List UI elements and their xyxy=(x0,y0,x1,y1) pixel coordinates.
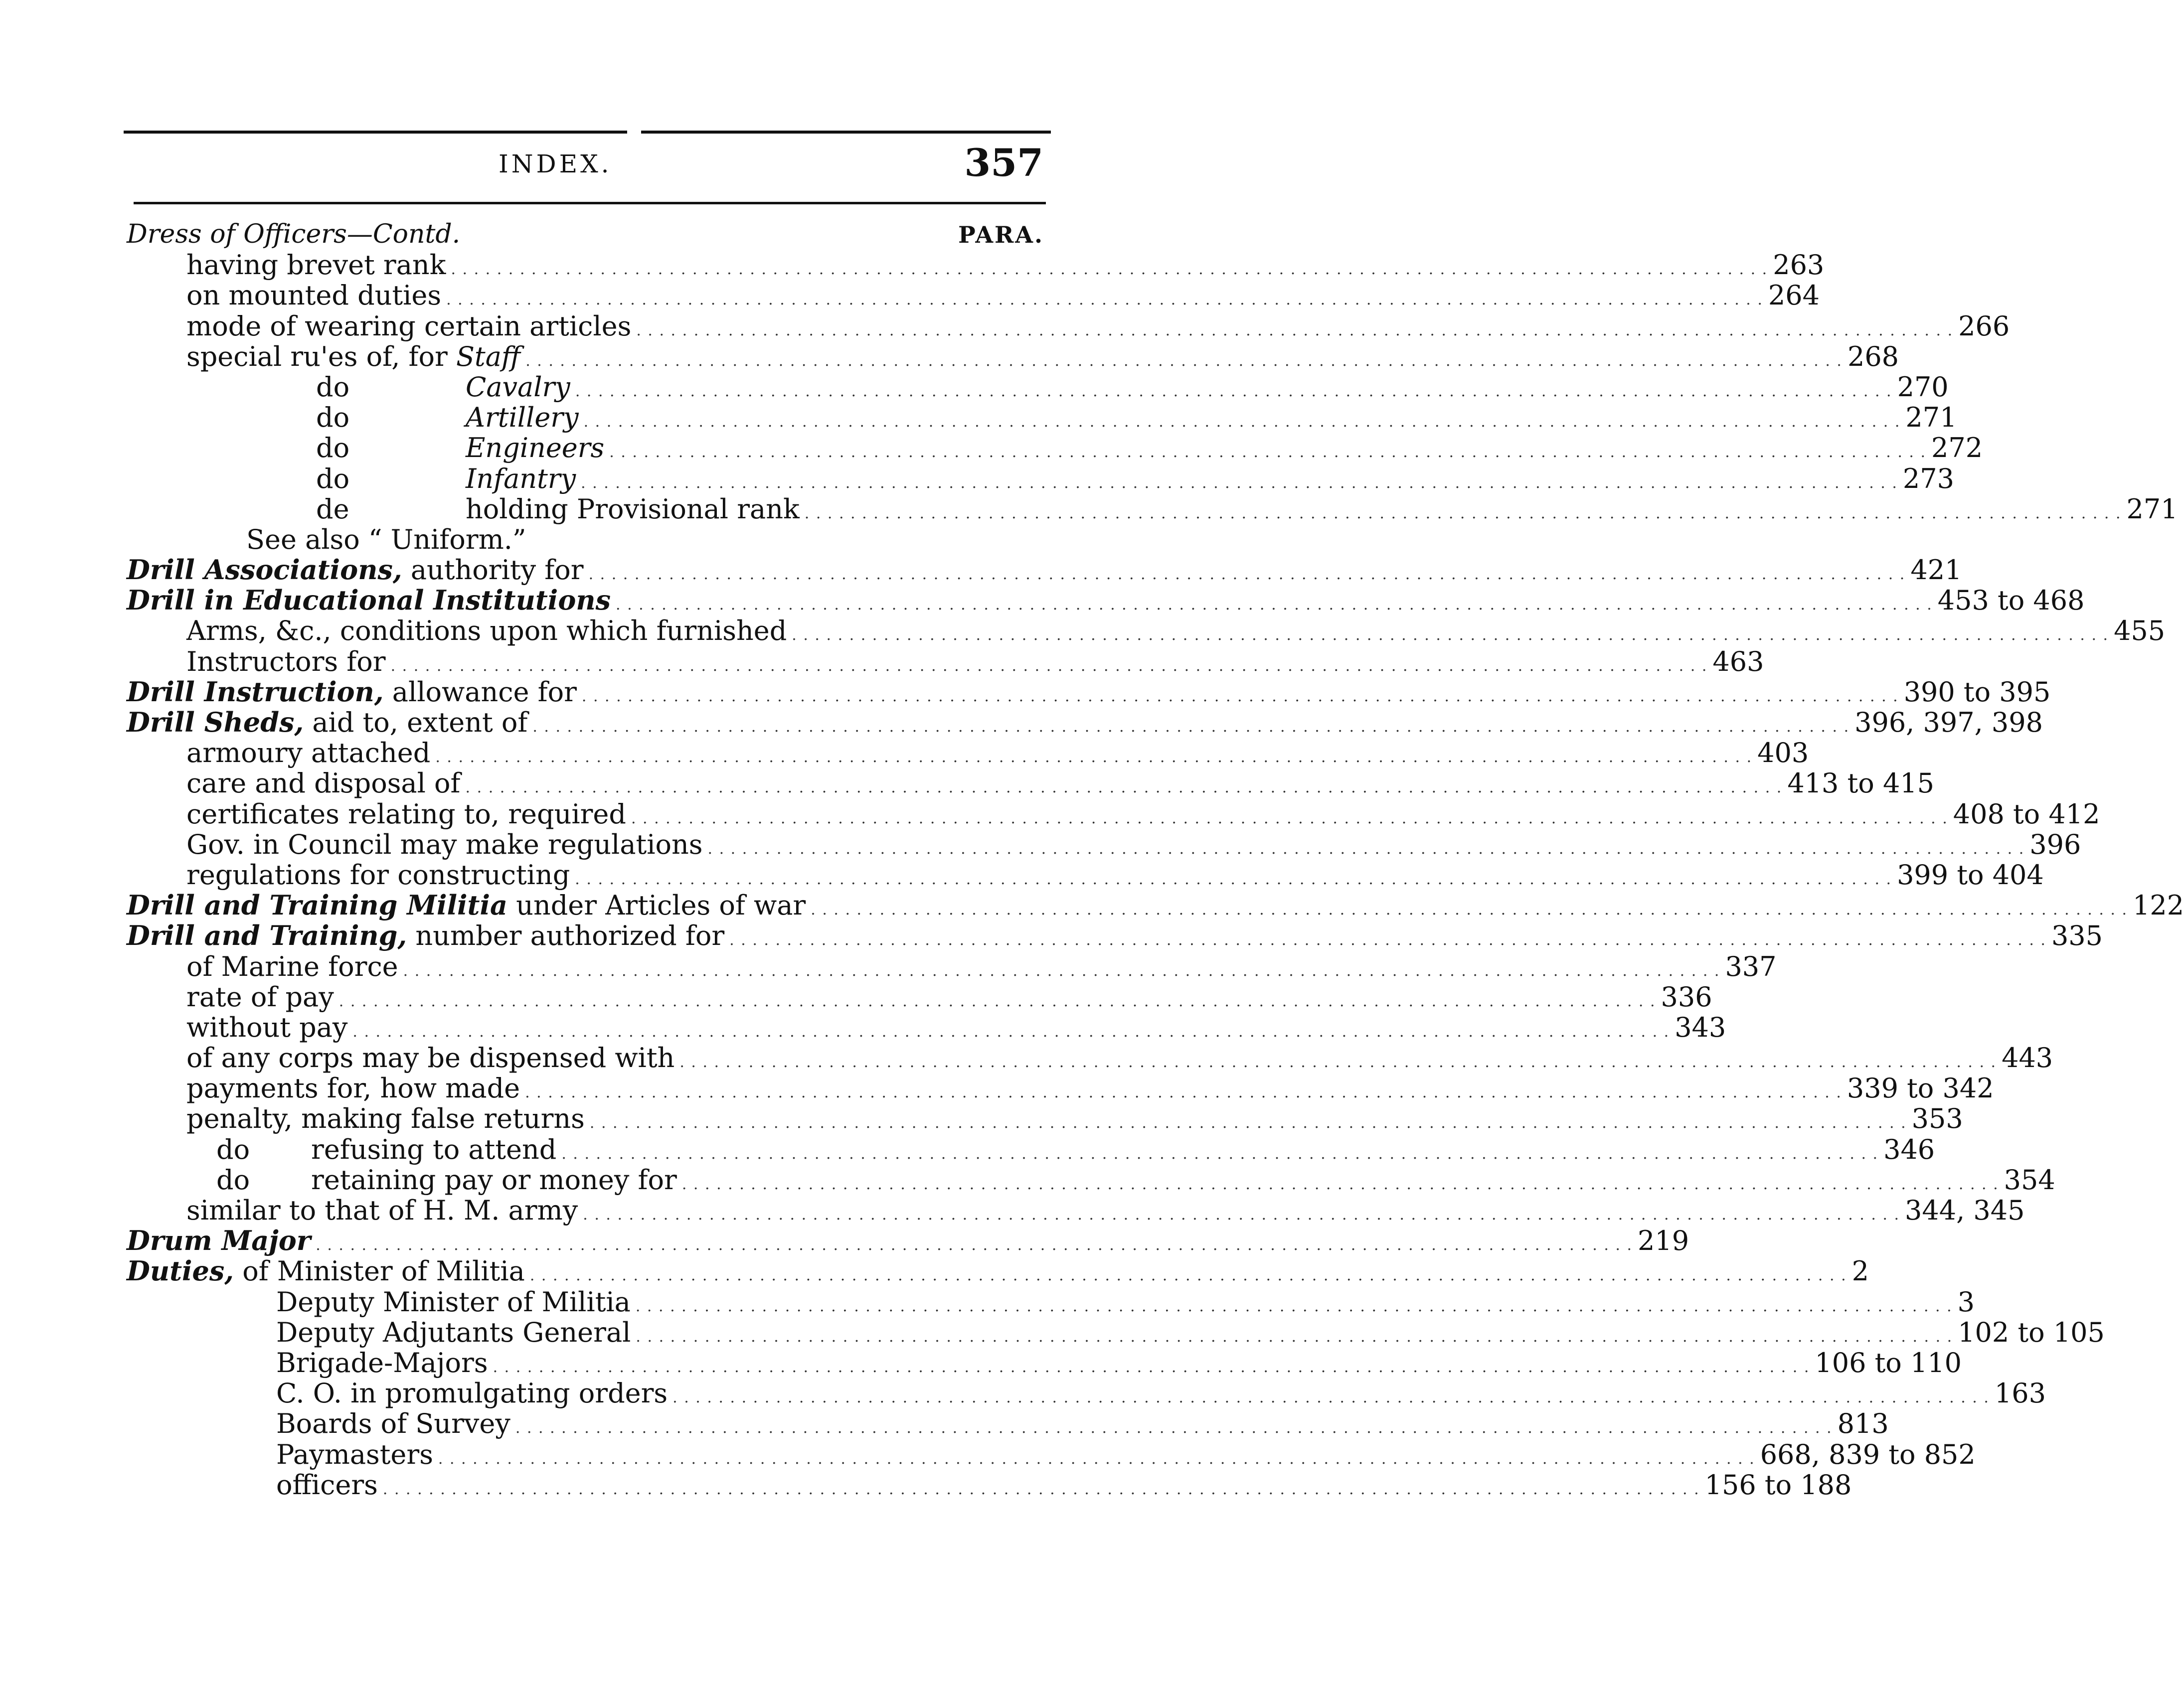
para-reference: 421 xyxy=(1910,554,1962,586)
index-entry xyxy=(127,859,2044,891)
entry-term: Drill in Educational Institutions xyxy=(127,584,611,616)
index-entries xyxy=(127,249,2184,1501)
index-entry xyxy=(127,280,1820,311)
entry-text: regulations for constructing xyxy=(186,859,570,891)
entry-text: allowance for xyxy=(383,676,577,708)
entry-subject: Artillery xyxy=(466,402,579,434)
ditto-mark: do xyxy=(316,432,350,464)
entry-term: Drum Major xyxy=(127,1225,311,1257)
entry-text: aid to, extent of xyxy=(304,707,528,738)
index-entry xyxy=(127,645,1764,677)
index-entry xyxy=(127,920,2103,952)
entry-subject: Infantry xyxy=(466,462,576,494)
para-reference: 264 xyxy=(1768,280,1820,311)
para-reference: 271 xyxy=(2126,493,2178,525)
ditto-mark: do xyxy=(216,1164,250,1196)
para-reference: 337 xyxy=(1725,950,1777,982)
dot-leader xyxy=(616,585,1933,620)
index-entry xyxy=(127,1408,1889,1440)
index-entry xyxy=(127,462,1954,494)
ditto-mark: do xyxy=(216,1133,250,1165)
para-reference: 106 to 110 xyxy=(1815,1347,1962,1379)
para-reference: 453 to 468 xyxy=(1937,585,2085,616)
dot-leader xyxy=(672,1378,1990,1413)
dot-leader xyxy=(679,1043,1997,1077)
para-reference: 455 xyxy=(2114,615,2166,647)
entry-text: care and disposal of xyxy=(186,768,461,799)
dot-leader xyxy=(729,921,2046,955)
dot-leader xyxy=(339,982,1656,1017)
para-reference: 346 xyxy=(1883,1133,1935,1165)
para-reference: 390 to 395 xyxy=(1903,676,2051,708)
heading-suffix: —Contd. xyxy=(346,219,461,249)
entry-term: Drill and Training Militia xyxy=(127,889,507,922)
dot-leader xyxy=(446,280,1763,315)
index-entry xyxy=(127,798,2100,830)
para-reference: 353 xyxy=(1911,1103,1963,1135)
para-reference: 396, 397, 398 xyxy=(1854,707,2043,738)
dot-leader xyxy=(636,311,1953,346)
entry-text: special ru'es of, for xyxy=(186,340,457,372)
entry-text: certificates relating to, required xyxy=(186,798,626,830)
para-reference: 354 xyxy=(2004,1164,2055,1196)
index-column-head xyxy=(127,219,1044,250)
para-reference: 396 xyxy=(2029,828,2081,860)
entry-text: mode of wearing certain articles xyxy=(186,310,632,342)
index-entry xyxy=(127,1133,1935,1165)
ditto-mark: do xyxy=(316,402,350,434)
index-entry xyxy=(127,768,1935,799)
dot-leader xyxy=(515,1408,1833,1443)
entry-text: payments for, how made xyxy=(186,1073,520,1104)
para-reference: 399 to 404 xyxy=(1897,859,2044,891)
index-entry xyxy=(127,310,2010,342)
entry-subject: Staff xyxy=(456,340,521,372)
entry-text: Deputy Minister of Militia xyxy=(276,1286,631,1318)
para-reference: 3 xyxy=(1957,1286,1975,1318)
dot-leader xyxy=(438,1439,1755,1474)
dot-leader xyxy=(583,1195,1900,1230)
index-entry xyxy=(127,1255,1869,1287)
para-reference: 271 xyxy=(1905,402,1957,434)
index-entry xyxy=(127,1286,1975,1318)
para-reference: 413 to 415 xyxy=(1787,768,1935,799)
para-reference: 403 xyxy=(1757,737,1809,769)
entry-term: Drill Sheds, xyxy=(127,706,304,738)
para-reference: 268 xyxy=(1847,340,1899,372)
index-entry xyxy=(127,889,2184,922)
index-entry xyxy=(127,1073,1994,1104)
index-entry xyxy=(127,1378,2046,1409)
entry-text: similar to that of H. M. army xyxy=(186,1195,578,1226)
para-reference: 408 to 412 xyxy=(1953,798,2100,830)
entry-text: rate of pay xyxy=(186,981,334,1013)
index-entry xyxy=(127,950,1777,982)
index-entry xyxy=(127,1011,1726,1043)
entry-text: penalty, making false returns xyxy=(186,1103,585,1135)
para-reference: 344, 345 xyxy=(1905,1195,2025,1226)
index-entry xyxy=(127,1164,2055,1196)
dot-leader xyxy=(792,615,2109,650)
para-reference: 266 xyxy=(1958,310,2010,342)
ditto-mark: do xyxy=(316,371,350,403)
index-entry xyxy=(127,737,1809,769)
dot-leader xyxy=(532,707,1849,742)
para-reference: 2 xyxy=(1851,1255,1869,1287)
entry-text: of Minister of Militia xyxy=(234,1255,525,1287)
dot-leader xyxy=(451,250,1768,285)
index-entry xyxy=(127,584,2085,616)
dot-leader xyxy=(525,341,1843,376)
entry-term: Drill Instruction, xyxy=(127,675,384,708)
dot-leader xyxy=(383,1470,1700,1505)
index-entry xyxy=(127,1225,1689,1257)
dot-leader xyxy=(805,494,2122,529)
heading-term: Dress of Officers xyxy=(127,219,347,249)
para-reference: 163 xyxy=(1994,1378,2046,1409)
index-entry xyxy=(127,675,2051,708)
para-reference: 156 to 188 xyxy=(1704,1469,1852,1501)
page-number: 357 xyxy=(964,141,1043,185)
para-reference: 219 xyxy=(1638,1225,1689,1257)
dot-leader xyxy=(493,1348,1810,1383)
dot-leader xyxy=(811,890,2128,925)
para-reference: 272 xyxy=(1931,432,1983,464)
entry-text: holding Provisional rank xyxy=(466,493,800,525)
index-entry xyxy=(127,524,1044,555)
dot-leader xyxy=(590,1103,1907,1138)
dot-leader xyxy=(466,768,1783,803)
entry-text: Arms, &c., conditions upon which furnished xyxy=(186,615,787,647)
entry-text: officers xyxy=(276,1469,378,1501)
para-reference: 668, 839 to 852 xyxy=(1760,1438,1976,1470)
index-entry xyxy=(127,493,2178,525)
index-entry xyxy=(127,1316,2105,1348)
para-column-label: PARA. xyxy=(958,221,1044,248)
para-reference: 336 xyxy=(1661,981,1712,1013)
entry-text: number authorized for xyxy=(407,920,725,952)
para-reference: 270 xyxy=(1897,371,1949,403)
index-list xyxy=(127,219,2184,1501)
entry-text: on mounted duties xyxy=(186,280,442,311)
para-reference: 122 xyxy=(2133,890,2184,922)
para-reference: 813 xyxy=(1837,1408,1889,1440)
index-entry xyxy=(127,1347,1962,1379)
para-reference: 343 xyxy=(1675,1011,1726,1043)
top-rule-right xyxy=(641,131,1051,134)
dot-leader xyxy=(631,799,1948,834)
dot-leader xyxy=(435,738,1752,772)
para-reference: 339 to 342 xyxy=(1847,1073,1994,1104)
entry-term: Drill and Training, xyxy=(127,920,407,952)
entry-text: under Articles of war xyxy=(507,890,806,922)
index-entry xyxy=(127,1469,1852,1501)
para-reference: 335 xyxy=(2051,920,2103,952)
dot-leader xyxy=(403,951,1720,986)
dot-leader xyxy=(636,1287,1953,1322)
entry-text: authority for xyxy=(402,554,584,586)
dot-leader xyxy=(530,1256,1847,1291)
index-entry xyxy=(127,1103,1963,1135)
index-entry xyxy=(127,615,2166,647)
index-entry xyxy=(127,402,1957,434)
entry-subject: Engineers xyxy=(466,432,605,464)
index-entry xyxy=(127,432,1983,464)
dot-leader xyxy=(609,433,1926,467)
entry-text: C. O. in promulgating orders xyxy=(276,1378,668,1409)
ditto-mark: do xyxy=(316,462,350,494)
ditto-mark: de xyxy=(316,493,349,525)
entry-text: Brigade-Majors xyxy=(276,1347,488,1379)
para-reference: 273 xyxy=(1902,462,1954,494)
dot-leader xyxy=(391,646,1708,681)
dot-leader xyxy=(636,1317,1953,1352)
para-reference: 102 to 105 xyxy=(1958,1316,2105,1348)
entry-text: Boards of Survey xyxy=(276,1408,510,1440)
entry-text: armoury attached xyxy=(186,737,431,769)
index-entry xyxy=(127,554,1962,586)
index-entry xyxy=(127,706,2043,738)
index-entry xyxy=(127,371,1949,403)
entry-text: retaining pay or money for xyxy=(311,1164,677,1196)
dot-leader xyxy=(575,372,1892,407)
para-reference: 263 xyxy=(1773,249,1825,281)
entry-text: without pay xyxy=(186,1011,348,1043)
index-entry xyxy=(127,340,1899,372)
dot-leader xyxy=(682,1165,1999,1200)
running-head: INDEX. xyxy=(499,150,612,178)
top-rule-left xyxy=(124,131,627,134)
entry-subject: Cavalry xyxy=(466,371,570,403)
entry-text: refusing to attend xyxy=(311,1133,557,1165)
index-entry xyxy=(127,249,1825,281)
dot-leader xyxy=(582,677,1899,712)
entry-text: See also “ Uniform.” xyxy=(246,523,526,555)
para-reference: 443 xyxy=(2002,1042,2053,1074)
entry-term: Drill Associations, xyxy=(127,554,402,586)
entry-text: Instructors for xyxy=(186,645,386,677)
entry-text: of any corps may be dispensed with xyxy=(186,1042,675,1074)
entry-text: Deputy Adjutants General xyxy=(276,1316,631,1348)
entry-term: Duties, xyxy=(127,1255,234,1287)
index-entry xyxy=(127,1042,2053,1074)
dot-leader xyxy=(561,1134,1878,1169)
entry-text: having brevet rank xyxy=(186,249,446,281)
dot-leader xyxy=(708,829,2025,864)
dot-leader xyxy=(525,1073,1842,1108)
index-entry xyxy=(127,828,2081,860)
para-reference: 463 xyxy=(1712,645,1764,677)
entry-text: of Marine force xyxy=(186,950,398,982)
entry-text: Gov. in Council may make regulations xyxy=(186,828,703,860)
header-rule xyxy=(134,202,1046,204)
dot-leader xyxy=(589,555,1906,590)
index-entry xyxy=(127,1438,1976,1470)
entry-text: Paymasters xyxy=(276,1438,433,1470)
index-entry xyxy=(127,981,1712,1013)
dot-leader xyxy=(584,402,1901,437)
index-entry xyxy=(127,1195,2025,1226)
